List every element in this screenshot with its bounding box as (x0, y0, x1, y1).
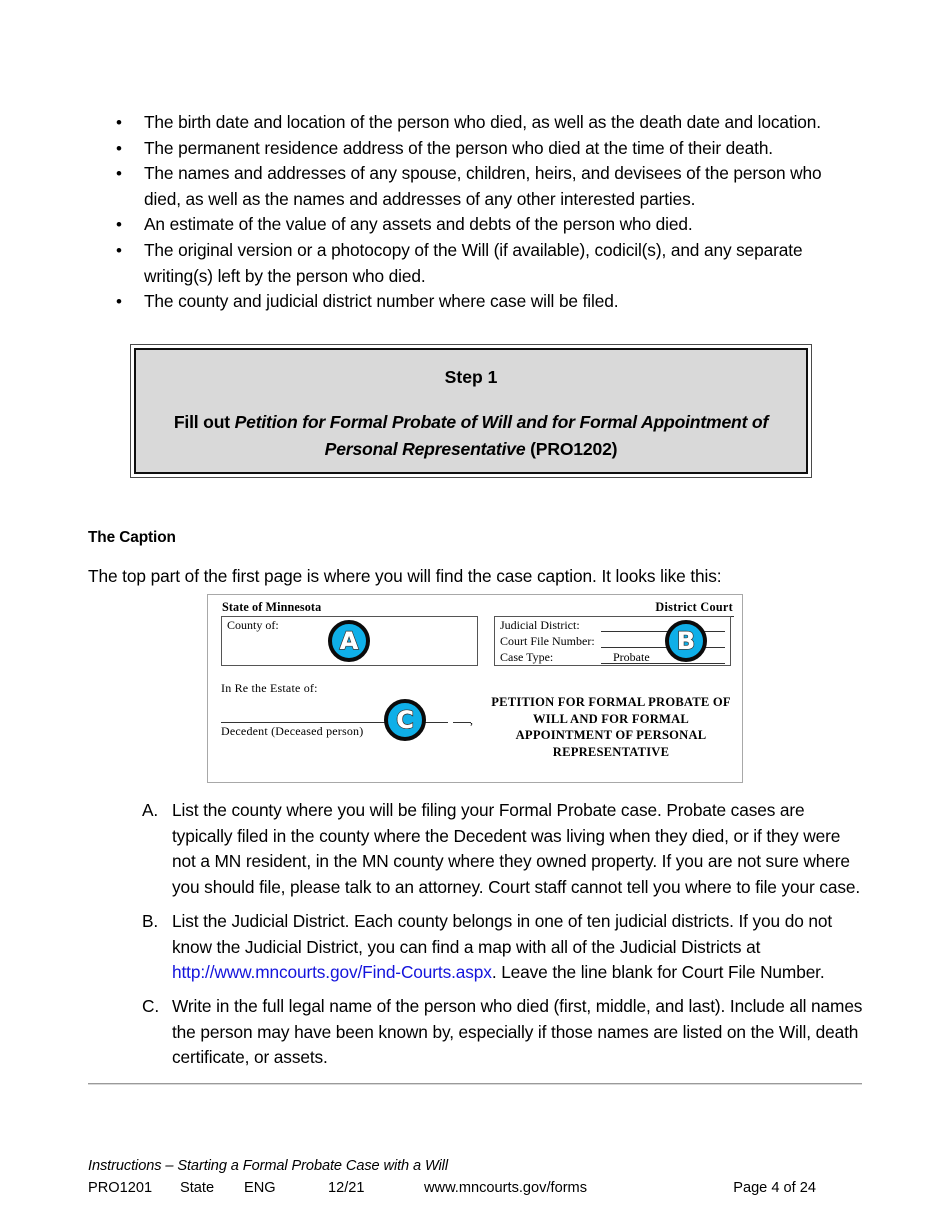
lettered-item-c-text: Write in the full legal name of the person who died (first, middle, and last). Include all names the person may have been known by, especially if those names are listed on the Will, death certificate, or assets. (172, 996, 863, 1068)
county-of-label: County of: (227, 618, 279, 632)
footer-page-number: Page 4 of 24 (733, 1180, 816, 1196)
footer-url: www.mncourts.gov/forms (424, 1180, 588, 1196)
list-item-text: The county and judicial district number where case will be filed. (144, 291, 619, 312)
bullet-icon: • (116, 240, 122, 260)
case-type-blank-line (601, 663, 725, 664)
lettered-item-b-text (172, 909, 864, 986)
lettered-item-b-marker: B. (142, 911, 159, 931)
footer-revision-date: 12/21 (328, 1180, 365, 1196)
footer-scope: State (180, 1180, 215, 1196)
bullet-icon: • (116, 164, 122, 184)
step-callout-inner (134, 348, 808, 474)
list-item (112, 238, 852, 289)
list-item-text: The original version or a photocopy of the Will (if available), codicil(s), and any separate writing(s) left by the person who died. (144, 239, 803, 286)
list-item-text: The birth date and location of the person who died, as well as the death date and location. (144, 112, 821, 132)
footer-document-title: Instructions – Starting a Formal Probate Case with a Will (88, 1158, 448, 1174)
bullet-icon: • (116, 292, 122, 312)
step-callout-box (130, 344, 812, 478)
section-intro-text: The top part of the first page is where you will find the case caption. It looks like this: (88, 566, 722, 586)
lettered-item-c-marker: C. (142, 996, 160, 1016)
district-court-label: District Court (655, 600, 733, 614)
lettered-item-b-text-after: . Leave the line blank for Court File Number. (491, 962, 825, 983)
page-footer (88, 1157, 862, 1199)
step-instruction-prefix: Fill out (173, 412, 235, 432)
lettered-item-b-text-before: List the Judicial District. Each county belongs in one of ten judicial districts. If you do not know the Judicial District, you can find a map with all of the Judicial Districts at (172, 911, 833, 957)
petition-title: PETITION FOR FORMAL PROBATE OF WILL AND FOR FORMAL APPOINTMENT OF PERSONAL REPRESENTATIVE (491, 695, 731, 759)
bullet-icon: • (116, 113, 122, 132)
decedent-line-comma: , (470, 713, 473, 727)
step-instruction (141, 409, 801, 463)
requirements-bullet-list (112, 110, 852, 315)
judicial-district-blank-line (601, 631, 725, 632)
footer-form-code: PRO1201 (88, 1180, 153, 1196)
list-item (112, 110, 852, 136)
callout-marker-a: A (328, 620, 370, 662)
lettered-item-c (142, 994, 864, 1071)
step-instruction-form-name: Petition for Formal Probate of Will and for Formal Appointment of Personal Representative (234, 412, 769, 459)
lettered-item-a-marker: A. (142, 800, 159, 820)
lettered-item-b (142, 909, 864, 986)
list-item (112, 161, 852, 212)
step-title: Step 1 (444, 367, 498, 387)
lettered-item-a (142, 798, 864, 900)
bullet-icon: • (116, 215, 122, 235)
list-item-text: An estimate of the value of any assets and debts of the person who died. (144, 214, 693, 235)
list-item (112, 212, 852, 238)
form-caption-figure (207, 594, 743, 783)
bullet-icon: • (116, 138, 122, 158)
decedent-name-blank-line-tail (453, 722, 471, 723)
list-item-text: The permanent residence address of the person who died at the time of their death. (144, 137, 773, 158)
lettered-item-a-text: List the county where you will be filing your Formal Probate case. Probate cases are typically filed in the county where the Decedent was living when they died, or if they were not a MN resident, in the MN county where they owned property. If you are not sure where you should file, please talk to an attorney. Court staff cannot tell you where to file your case. (172, 800, 861, 897)
section-heading-the-caption: The Caption (88, 529, 176, 546)
step-instruction-suffix: (PRO1202) (525, 439, 618, 459)
in-re-estate-label: In Re the Estate of: (221, 681, 318, 695)
case-type-label: Case Type: (500, 650, 554, 664)
footer-meta-row (88, 1178, 862, 1199)
footer-language: ENG (244, 1180, 276, 1196)
court-file-number-label: Court File Number: (500, 634, 595, 648)
callout-marker-c: C (384, 699, 426, 741)
case-type-value: Probate (613, 650, 650, 664)
decedent-caption-label: Decedent (Deceased person) (221, 724, 364, 738)
list-item-text: The names and addresses of any spouse, children, heirs, and devisees of the person who died, as well as the names and addresses of any other interested parties. (144, 163, 822, 209)
court-file-number-blank-line (601, 647, 725, 648)
footer-divider (88, 1083, 862, 1085)
find-courts-link[interactable]: http://www.mncourts.gov/Find-Courts.aspx (172, 962, 492, 983)
callout-marker-b: B (665, 620, 707, 662)
list-item (112, 136, 852, 162)
state-of-minnesota-label: State of Minnesota (222, 600, 322, 614)
judicial-district-label: Judicial District: (500, 618, 580, 632)
list-item (112, 289, 852, 315)
